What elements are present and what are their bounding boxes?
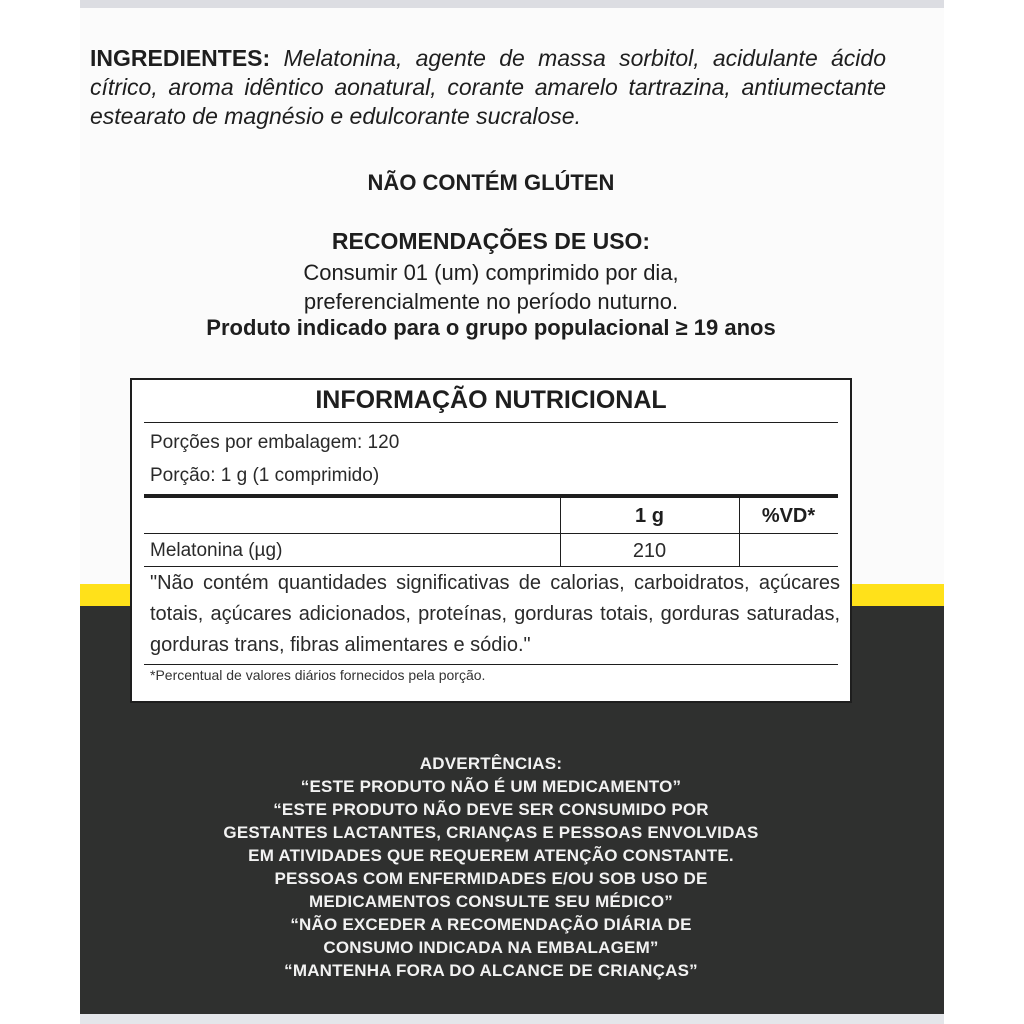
warning-line: CONSUMO INDICADA NA EMBALAGEM” xyxy=(323,938,659,957)
recommendation-line: Consumir 01 (um) comprimido por dia, xyxy=(303,260,679,285)
warning-line: MEDICAMENTOS CONSULTE SEU MÉDICO” xyxy=(309,892,673,911)
nutrition-footnote: *Percentual de valores diários fornecidos pela porção. xyxy=(150,667,486,683)
target-group: Produto indicado para o grupo populacional ≥ 19 anos xyxy=(206,315,776,340)
warning-line: “ESTE PRODUTO NÃO DEVE SER CONSUMIDO POR xyxy=(273,800,709,819)
recommendations-title: RECOMENDAÇÕES DE USO: xyxy=(331,228,651,254)
nutrient-amount: 210 xyxy=(632,540,667,562)
warning-line: “MANTENHA FORA DO ALCANCE DE CRIANÇAS” xyxy=(284,961,698,980)
warning-line: ADVERTÊNCIAS: xyxy=(419,754,563,773)
nutrition-rule xyxy=(144,566,838,567)
top-strip xyxy=(80,0,944,8)
nutrition-rule xyxy=(144,533,838,534)
nutrition-facts-table xyxy=(130,378,852,703)
ingredients-label: INGREDIENTES: xyxy=(90,45,271,71)
column-header-dv: %VD* xyxy=(761,505,816,527)
nutrition-title: INFORMAÇÃO NUTRICIONAL xyxy=(315,386,667,414)
servings-per-package: Porções por embalagem: 120 xyxy=(150,432,400,453)
warning-line: PESSOAS COM ENFERMIDADES E/OU SOB USO DE xyxy=(274,869,708,888)
nutrition-disclaimer: "Não contém quantidades significativas de calorias, carboidratos, açúcares totais, açúcares adicionados, proteínas, gorduras totais, gorduras saturadas, gorduras trans, fibras alimentares e sódio." xyxy=(150,572,840,656)
warning-line: “ESTE PRODUTO NÃO É UM MEDICAMENTO” xyxy=(300,777,682,796)
nutrition-rule xyxy=(144,664,838,665)
ingredients-paragraph xyxy=(90,44,886,131)
product-label xyxy=(80,0,944,1024)
recommendations-text xyxy=(80,258,902,316)
nutrition-thick-rule xyxy=(144,494,838,498)
gluten-notice: NÃO CONTÉM GLÚTEN xyxy=(367,170,615,195)
warning-line: EM ATIVIDADES QUE REQUEREM ATENÇÃO CONSTANTE. xyxy=(248,846,734,865)
warning-line: “NÃO EXCEDER A RECOMENDAÇÃO DIÁRIA DE xyxy=(290,915,692,934)
serving-size: Porção: 1 g (1 comprimido) xyxy=(150,465,380,486)
warning-line: GESTANTES LACTANTES, CRIANÇAS E PESSOAS ENVOLVIDAS xyxy=(223,823,759,842)
ingredients-list: Melatonina, agente de massa sorbitol, acidulante ácido cítrico, aroma idêntico aonatural, corante amarelo tartrazina, antiumectante estearato de magnésio e edulcorante sucralose. xyxy=(90,45,886,129)
column-header-amount: 1 g xyxy=(635,505,664,527)
nutrition-rule xyxy=(144,422,838,423)
bottom-strip xyxy=(80,1014,944,1024)
nutrient-name: Melatonina (µg) xyxy=(150,540,283,561)
warnings-block xyxy=(80,752,902,982)
recommendation-line: preferencialmente no período nuturno. xyxy=(303,289,679,314)
